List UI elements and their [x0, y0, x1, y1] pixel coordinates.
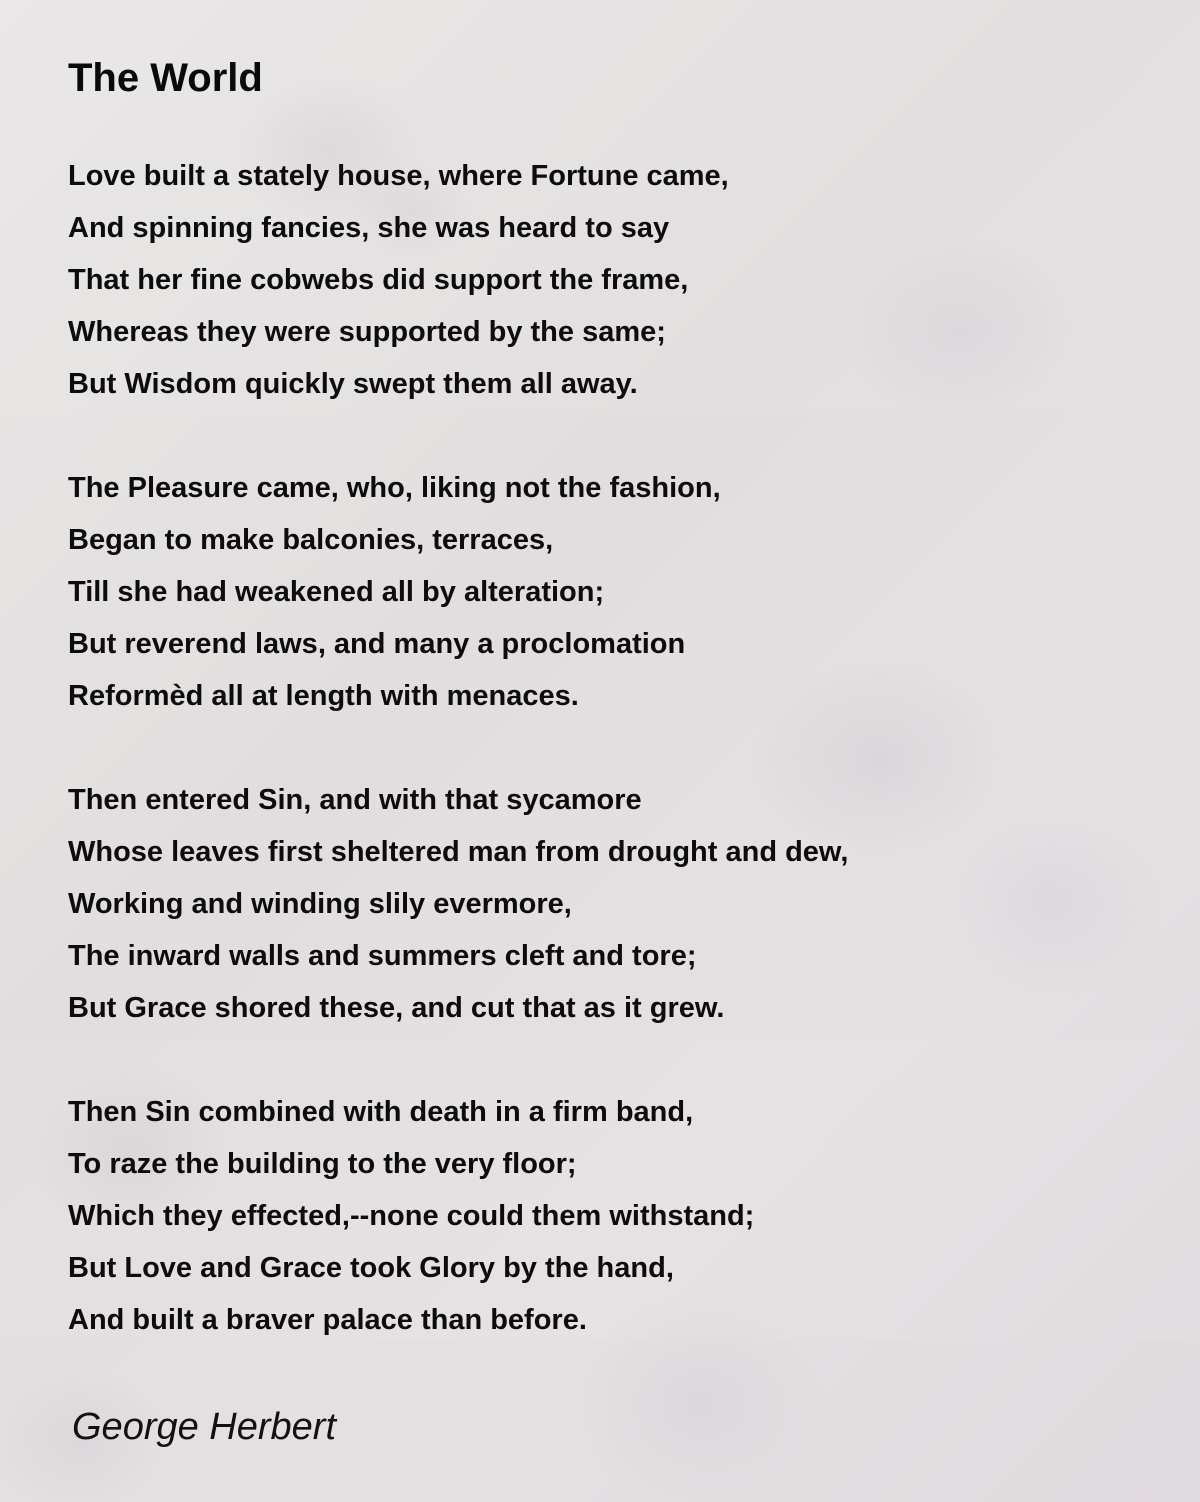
poem-line: The inward walls and summers cleft and tore; — [68, 940, 697, 972]
poem-line: But reverend laws, and many a proclomation — [68, 628, 686, 660]
poem-author: George Herbert — [72, 1406, 337, 1448]
poem-line: Began to make balconies, terraces, — [68, 524, 554, 556]
poem-line: Then entered Sin, and with that sycamore — [68, 784, 642, 816]
poem-line: Which they effected,--none could them withstand; — [68, 1200, 755, 1232]
poem-line: But Grace shored these, and cut that as it grew. — [68, 992, 725, 1024]
stanza-3 — [68, 774, 848, 1034]
poem-line: Working and winding slily evermore, — [68, 888, 572, 920]
stanza-1 — [68, 150, 729, 410]
poem-line: And spinning fancies, she was heard to say — [68, 212, 670, 244]
poem-line: Love built a stately house, where Fortune came, — [68, 160, 729, 192]
poem-line: And built a braver palace than before. — [68, 1304, 587, 1336]
poem-line: Till she had weakened all by alteration; — [68, 576, 605, 608]
stanza-4 — [68, 1086, 754, 1346]
poem-line: But Love and Grace took Glory by the hand, — [68, 1252, 674, 1284]
poem-line: Reformèd all at length with menaces. — [68, 680, 579, 712]
poem-line: To raze the building to the very floor; — [68, 1148, 577, 1180]
poem-line: That her fine cobwebs did support the frame, — [68, 264, 689, 296]
poem-title: The World — [68, 56, 263, 100]
stanza-2 — [68, 462, 721, 722]
poem-line: The Pleasure came, who, liking not the fashion, — [68, 472, 721, 504]
poem-line: Whose leaves first sheltered man from drought and dew, — [68, 836, 849, 868]
poem-line: Then Sin combined with death in a firm band, — [68, 1096, 694, 1128]
poem-line: Whereas they were supported by the same; — [68, 316, 666, 348]
poem-line: But Wisdom quickly swept them all away. — [68, 368, 638, 400]
